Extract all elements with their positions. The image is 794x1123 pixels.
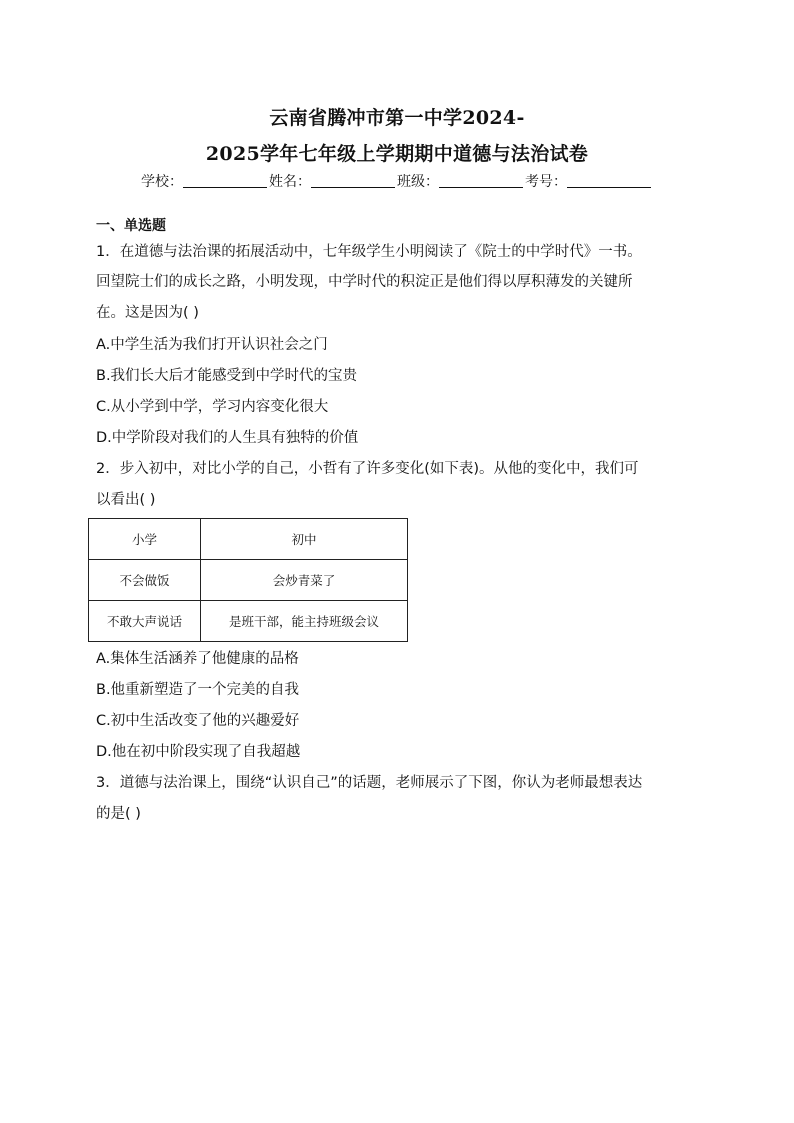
table-header-cell: 小学	[89, 519, 201, 560]
question-1-option-a: A.中学生活为我们打开认识社会之门	[96, 337, 328, 353]
question-1-line-1: 1．在道德与法治课的拓展活动中，七年级学生小明阅读了《院士的中学时代》一书。	[96, 244, 642, 260]
question-2-option-d: D.他在初中阶段实现了自我超越	[96, 744, 301, 760]
table-cell: 会炒青菜了	[201, 560, 408, 601]
question-1-line-2: 回望院士们的成长之路，小明发现，中学时代的积淀正是他们得以厚积薄发的关键所	[96, 274, 633, 290]
question-3-line-1: 3．道德与法治课上，围绕“认识自己”的话题，老师展示了下图，你认为老师最想表达	[96, 775, 643, 791]
table-header-cell: 初中	[201, 519, 408, 560]
name-blank	[311, 173, 395, 188]
table-cell: 是班干部，能主持班级会议	[201, 601, 408, 642]
table-row	[89, 601, 408, 642]
class-label: 班级：	[397, 174, 439, 190]
question-1-option-d: D.中学阶段对我们的人生具有独特的价值	[96, 430, 359, 446]
school-blank	[183, 173, 267, 188]
table-cell: 不敢大声说话	[89, 601, 201, 642]
name-label: 姓名：	[269, 174, 311, 190]
question-1-option-c: C.从小学到中学，学习内容变化很大	[96, 399, 329, 415]
section-title: 一、单选题	[96, 218, 166, 234]
school-label: 学校：	[141, 174, 183, 190]
question-2-option-a: A.集体生活涵养了他健康的品格	[96, 651, 299, 667]
question-2-line-1: 2．步入初中，对比小学的自己，小哲有了许多变化(如下表)。从他的变化中，我们可	[96, 461, 639, 477]
comparison-table	[88, 518, 408, 642]
class-blank	[439, 173, 523, 188]
exam-no-blank	[567, 173, 651, 188]
question-1-line-3: 在。这是因为( )	[96, 305, 199, 321]
question-1-option-b: B.我们长大后才能感受到中学时代的宝贵	[96, 368, 358, 384]
question-2-option-b: B.他重新塑造了一个完美的自我	[96, 682, 300, 698]
question-3-line-2: 的是( )	[96, 806, 141, 822]
exam-title-line1: 云南省腾冲市第一中学2024-	[269, 107, 525, 129]
question-2-option-c: C.初中生活改变了他的兴趣爱好	[96, 713, 300, 729]
exam-title-line2: 2025学年七年级上学期期中道德与法治试卷	[205, 143, 589, 165]
question-2-line-2: 以看出( )	[96, 492, 156, 508]
table-header-row	[89, 519, 408, 560]
table-cell: 不会做饭	[89, 560, 201, 601]
student-info-row	[0, 171, 794, 191]
table-row	[89, 560, 408, 601]
exam-no-label: 考号：	[525, 174, 567, 190]
